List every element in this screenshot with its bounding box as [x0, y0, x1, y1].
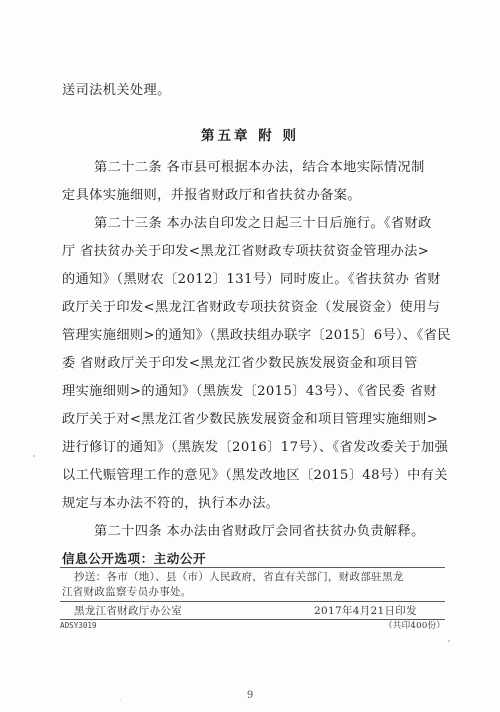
body-line: 政厅关于印发<黑龙江省财政专项扶贫资金（发展资金）使用与 — [62, 300, 441, 315]
chapter-title: 第五章 附 则 — [201, 128, 299, 144]
scan-speck — [33, 455, 35, 457]
scan-speck — [120, 700, 121, 701]
body-line: 第二十三条 本办法自印发之日起三十日后施行。《省财政 — [94, 216, 432, 231]
body-line: 送司法机关处理。 — [62, 83, 171, 98]
body-line: 管理实施细则>的通知》（黑政扶组办联字〔2015〕6号）、《省民 — [62, 328, 451, 343]
body-line: 理实施细则>的通知》（黑族发〔2015〕43号）、《省民委 省财 — [62, 384, 438, 399]
info-disclosure-option: 信息公开选项：主动公开 — [62, 551, 207, 566]
body-line: 委 省财政厅关于印发<黑龙江省少数民族发展资金和项目管 — [62, 356, 418, 371]
body-line: 定具体实施细则，并报省财政厅和省扶贫办备案。 — [62, 188, 361, 203]
divider — [60, 567, 445, 568]
body-line: 第二十四条 本办法由省财政厅会同省扶贫办负责解释。 — [94, 524, 425, 539]
scan-speck — [448, 640, 450, 642]
copies-count: （共印400份） — [384, 621, 446, 631]
body-line: 第二十二条 各市县可根据本办法，结合本地实际情况制 — [94, 160, 425, 175]
body-line: 厅 省扶贫办关于印发<黑龙江省财政专项扶贫资金管理办法> — [62, 244, 430, 259]
page-number: 9 — [246, 690, 254, 701]
body-line: 的通知》（黑财农〔2012〕131号）同时废止。《省扶贫办 省财 — [62, 272, 442, 287]
body-line: 进行修订的通知》（黑族发〔2016〕17号）、《省发改委关于加强 — [62, 440, 449, 455]
issue-date: 2017年4月21日印发 — [314, 605, 417, 617]
cc-line: 抄送：各市（地）、县（市）人民政府，省直有关部门，财政部驻黑龙 — [74, 571, 404, 583]
body-line: 以工代赈管理工作的意见》（黑发改地区〔2015〕48号）中有关 — [62, 468, 448, 483]
body-line: 规定与本办法不符的，执行本办法。 — [62, 496, 280, 511]
cc-line: 江省财政监察专员办事处。 — [62, 586, 192, 598]
divider — [60, 601, 445, 602]
body-line: 政厅关于对<黑龙江省少数民族发展资金和项目管理实施细则> — [62, 412, 439, 427]
issuer: 黑龙江省财政厅办公室 — [74, 605, 182, 617]
document-code: ADSY3019 — [60, 621, 97, 630]
